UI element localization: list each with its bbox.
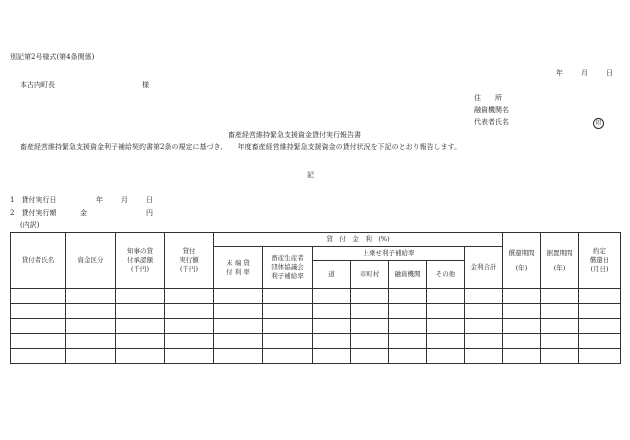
breakdown-table bbox=[10, 232, 621, 364]
col-extra-group: 上乗せ利子補給率 bbox=[313, 247, 465, 261]
addressee-honorific: 様 bbox=[142, 81, 149, 89]
applicant-institution-label: 融資機関名 bbox=[474, 106, 509, 114]
applicant-address-label: 住 所 bbox=[474, 94, 502, 102]
addressee-name: 本古内町長 bbox=[20, 81, 55, 89]
ki-heading: 記 bbox=[307, 171, 314, 179]
col-assoc-subsidy: 畜産生産者 団体協議会 利子補給率 bbox=[263, 247, 313, 289]
col-borrower-rate: 末 端 貸 付 利 率 bbox=[214, 247, 263, 289]
exec-date-day: 日 bbox=[146, 196, 153, 204]
table-row bbox=[11, 289, 621, 304]
seal-mark: 印 bbox=[593, 118, 604, 129]
report-title: 畜産経営維持緊急支援資金貸付実行報告書 bbox=[228, 131, 361, 139]
col-approval: 知事の貸 付承認額 (千円) bbox=[116, 233, 165, 289]
col-fund-class: 資金区分 bbox=[66, 233, 116, 289]
report-body: 畜産経営維持緊急支援資金利子補給契約書第2条の規定に基づき、 年度畜産経営維持緊急支援資金の貸付状況を下記のとおり報告します。 bbox=[20, 143, 462, 151]
table-row bbox=[11, 334, 621, 349]
breakdown-label: (内訳) bbox=[20, 221, 40, 229]
date-month: 月 bbox=[581, 69, 588, 77]
col-grace-period: 据置期間 (年) bbox=[541, 233, 579, 289]
col-executed: 貸付 実行額 (千円) bbox=[165, 233, 214, 289]
date-year: 年 bbox=[556, 69, 563, 77]
table-row bbox=[11, 349, 621, 364]
col-other: その他 bbox=[427, 261, 465, 289]
col-rate-group: 貸 付 金 利 (%) bbox=[214, 233, 503, 247]
applicant-representative-label: 代表者氏名 bbox=[474, 118, 509, 126]
exec-date-month: 月 bbox=[121, 196, 128, 204]
col-municipality: 市町村 bbox=[351, 261, 389, 289]
amount-prefix: 金 bbox=[80, 209, 87, 217]
amount-unit: 円 bbox=[146, 209, 153, 217]
table-row bbox=[11, 304, 621, 319]
date-day: 日 bbox=[606, 69, 613, 77]
col-prefecture: 道 bbox=[313, 261, 351, 289]
form-id: 別記第2号様式(第4条関係) bbox=[10, 53, 95, 61]
col-total: 金利合計 bbox=[465, 247, 503, 289]
col-repay-period: 償還期間 (年) bbox=[503, 233, 541, 289]
table-row bbox=[11, 319, 621, 334]
col-borrower: 貸付者氏名 bbox=[11, 233, 66, 289]
col-lender: 融資機関 bbox=[389, 261, 427, 289]
exec-date-label: 1 貸付実行日 bbox=[10, 196, 57, 204]
amount-label: 2 貸付実行額 bbox=[10, 209, 57, 217]
col-first-repay: 約定 償還日 (月日) bbox=[579, 233, 621, 289]
exec-date-year: 年 bbox=[96, 196, 103, 204]
